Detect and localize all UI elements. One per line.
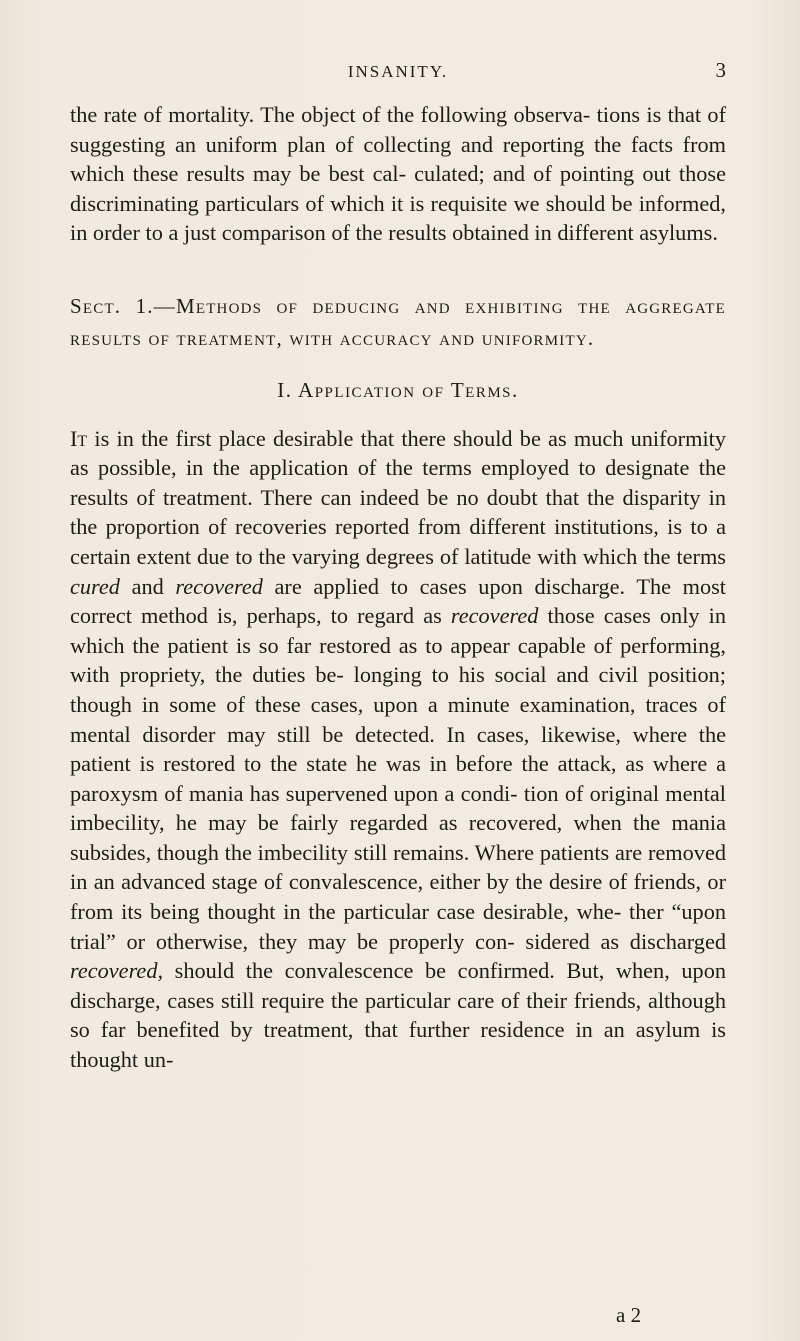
main-paragraph	[70, 424, 726, 1075]
section-label: Sect. 1.	[70, 293, 154, 318]
section-title: Methods of deducing and exhibiting the aggregate results of treatment, with accuracy and uniformity.	[70, 293, 727, 350]
paragraph-text-4: should the convalescence be confirmed. But, when, upon discharge, cases still require the particular care of their friends, although so far benefited by treatment, that further residence in an asylum is thought un-	[70, 958, 726, 1073]
lead-word: It	[70, 425, 88, 451]
running-head: INSANITY.	[347, 62, 449, 81]
page-number: 3	[715, 58, 726, 82]
paragraph-text-1: is in the first place desirable that there should be as much uniformity as possible, in the application of the terms employed to designate the results of treatment. There can indeed be no doubt that the disparity in the proportion of recoveries reported from different institutions, is to a certain extent due to the varying degrees of latitude with which the terms	[70, 425, 726, 569]
page-header	[70, 58, 726, 88]
paragraph-text-2: are applied to cases upon discharge. The most correct method is, perhaps, to regard as	[70, 573, 727, 629]
paragraph-text-3: those cases only in which the patient is so far restored as to appear capable of performing, with propriety, the duties be- longing to his social and civil position; though in some of these cases, upon a minute examination, traces of mental disorder may still be detected. In cases, likewise, where the patient is restored to the state he was in before the attack, as where a paroxysm of mania has supervened upon a condi- tion of original mental imbecility, he may be fairly regarded as recovered, when the mania subsides, though the imbecility still remains. Where patients are removed in an advanced stage of convalescence, either by the desire of friends, or from its being thought in the particular case desirable, whe- ther “upon trial” or otherwise, they may be properly con- sidered as discharged	[70, 603, 727, 954]
intro-paragraph: the rate of mortality. The object of the following observa- tions is that of suggesting an uniform plan of collecting and reporting the facts from which these results may be best cal- culated; and of pointing out those discriminating particulars of which it is requisite we should be informed, in order to a just comparison of the results obtained in different asylums.	[70, 102, 726, 246]
signature-mark: a 2	[616, 1303, 642, 1327]
term-recovered-2: recovered	[450, 603, 539, 629]
term-recovered-3: recovered,	[70, 958, 164, 984]
conjunction: and	[119, 573, 176, 599]
section-dash: —	[153, 293, 176, 318]
term-recovered: recovered	[175, 573, 263, 599]
term-cured: cured	[70, 573, 120, 599]
body-text	[70, 100, 726, 1075]
subsection-heading: I. Application of Terms.	[277, 377, 519, 402]
section-heading	[70, 290, 726, 354]
